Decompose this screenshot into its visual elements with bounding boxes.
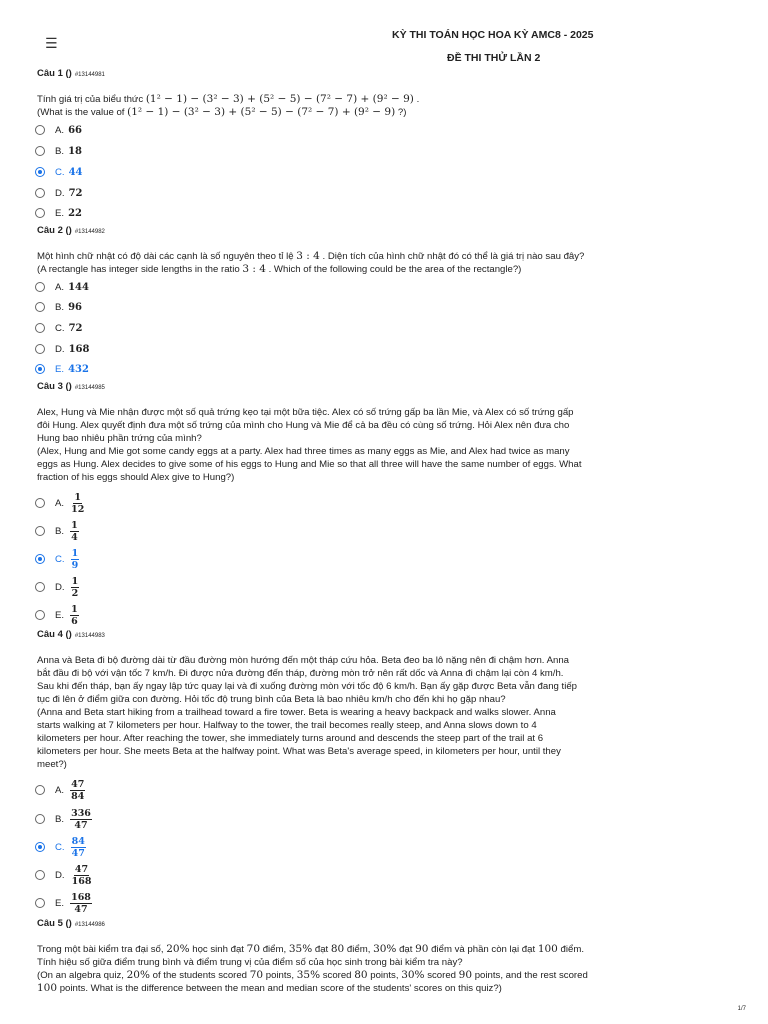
fraction: $\frac{1}{9}$ (71, 547, 79, 571)
radio-button[interactable] (35, 785, 45, 795)
answer-option[interactable]: D. $\frac{47}{168}$ (35, 862, 92, 888)
answer-option[interactable]: A. $\frac{1}{12}$ (35, 490, 85, 516)
answer-option[interactable]: B. 18 (35, 143, 82, 159)
answer-option[interactable]: B. $\frac{1}{4}$ (35, 518, 79, 544)
question-4-header: Câu 4 () #13144983 (37, 629, 105, 640)
question-5-stem: Trong một bài kiểm tra đại số, 20% học sinh đạt 70 điểm, 35% đạt 80 điểm, 30% đạt 90 điểm và phần còn lại đạt 100 điểm. Tính hiệu số giữa điểm trung bình và điểm trung vị của điểm số của học sinh trong bài kiểm tra này? (On an algebra quiz, 20% of the students scored 70 points, 35% scored 80 points, 30% scored 90 points, and the rest scored 100 points. What is the difference between the mean and median score of the students' scores on this quiz?) (37, 943, 588, 994)
question-1-header: Câu 1 () #13144981 (37, 68, 105, 79)
radio-button[interactable] (35, 526, 45, 536)
answer-option[interactable]: A. $\frac{47}{84}$ (35, 777, 85, 803)
answer-option[interactable]: C. 72 (35, 320, 83, 336)
answer-option-selected[interactable]: C. $\frac{84}{47}$ (35, 834, 86, 860)
answer-option[interactable]: E. $\frac{168}{47}$ (35, 890, 92, 916)
fraction: $\frac{1}{2}$ (71, 575, 79, 599)
radio-button[interactable] (35, 323, 45, 333)
question-4-stem: Anna và Beta đi bộ đường dài từ đầu đường mòn hướng đến một tháp cứu hỏa. Beta đeo ba lô nặng nên đi chậm hơn. Anna bắt đầu đi bộ với vận tốc 7 km/h. Đi được nửa đường đến tháp, đường mòn trở nên rất dốc và Anna đi chậm lại còn 4 km/h. Sau khi đến tháp, bạn ấy ngay lập tức quay lại và đi xuống đường mòn với tốc độ 6 km/h. Bạn ấy gặp được Beta vẫn đang tiếp tục đi lên ở điểm giữa con đường. Hỏi tốc độ trung bình của Beta là bao nhiêu km/h cho đến khi họ gặp nhau? (Anna and Beta start hiking from a trailhead toward a fire tower. Beta is wearing a heavy backpack and walks slower. Anna starts walking at 7 kilometers per hour. Halfway to the tower, the trail becomes really steep, and Anna slows down to 4 kilometers per hour. After reaching the tower, she immediately turns around and descends the steep part of the trail at 6 kilometers per hour. She meets Beta at the halfway point. What was Beta's average speed, in kilometers per hour, until they meet?) (37, 655, 578, 770)
radio-button[interactable] (35, 898, 45, 908)
question-3-header: Câu 3 () #13144985 (37, 381, 105, 392)
radio-button[interactable] (35, 610, 45, 620)
answer-option[interactable]: B. 96 (35, 299, 82, 315)
answer-option[interactable]: D. 168 (35, 341, 89, 357)
radio-button-selected[interactable] (35, 842, 45, 852)
exam-title: KỲ THI TOÁN HỌC HOA KỲ AMC8 - 2025 (392, 29, 594, 41)
answer-option[interactable]: B. $\frac{336}{47}$ (35, 806, 92, 832)
radio-button[interactable] (35, 282, 45, 292)
radio-button-selected[interactable] (35, 364, 45, 374)
hamburger-menu-icon[interactable]: ☰ (45, 35, 58, 51)
fraction: $\frac{47}{84}$ (71, 778, 85, 802)
answer-option-selected[interactable]: C. 44 (35, 164, 83, 180)
question-2-stem: Một hình chữ nhật có độ dài các cạnh là số nguyên theo tỉ lệ 3 : 4 . Diện tích của hình chữ nhật đó có thể là giá trị nào sau đây? (A rectangle has integer side lengths in the ratio 3 : 4 . Which of the following could be the area of the rectangle?) (37, 250, 585, 275)
page-number: 1/7 (737, 1006, 746, 1012)
answer-option[interactable]: D. 72 (35, 185, 83, 201)
radio-button[interactable] (35, 344, 45, 354)
fraction: $\frac{47}{168}$ (71, 863, 92, 887)
answer-option[interactable]: E. $\frac{1}{6}$ (35, 602, 79, 628)
fraction: $\frac{168}{47}$ (71, 891, 91, 915)
radio-button[interactable] (35, 302, 45, 312)
question-5-header: Câu 5 () #13144986 (37, 918, 105, 929)
answer-option[interactable]: A. 144 (35, 279, 89, 295)
radio-button[interactable] (35, 188, 45, 198)
question-3-stem: Alex, Hung và Mie nhận được một số quả trứng kẹo tại một bữa tiệc. Alex có số trứng gấp ba lần Mie, và Alex có số trứng gấp đôi Hung. Alex quyết định đưa một số trứng của mình cho Hung và Mie để cả ba đều có cùng số trứng. Hỏi Alex nên đưa cho Hung bao nhiêu phần trứng của mình? (Alex, Hung and Mie got some candy eggs at a party. Alex had three times as many eggs as Mie, and Alex had twice as many eggs as Hung. Alex decides to give some of his eggs to Hung and Mie so that all three will have the same number of eggs. What fraction of his eggs should Alex give to Hung?) (37, 407, 582, 483)
answer-option-selected[interactable]: C. $\frac{1}{9}$ (35, 546, 79, 572)
fraction: $\frac{1}{4}$ (71, 519, 78, 543)
answer-option[interactable]: D. $\frac{1}{2}$ (35, 574, 79, 600)
radio-button[interactable] (35, 208, 45, 218)
radio-button[interactable] (35, 814, 45, 824)
radio-button[interactable] (35, 125, 45, 135)
radio-button-selected[interactable] (35, 554, 45, 564)
radio-button[interactable] (35, 498, 45, 508)
radio-button[interactable] (35, 582, 45, 592)
fraction: $\frac{336}{47}$ (71, 807, 91, 831)
fraction: $\frac{84}{47}$ (71, 835, 85, 859)
fraction: $\frac{1}{6}$ (71, 603, 78, 627)
question-2-header: Câu 2 () #13144982 (37, 225, 105, 236)
radio-button[interactable] (35, 146, 45, 156)
fraction: $\frac{1}{12}$ (71, 491, 85, 515)
radio-button[interactable] (35, 870, 45, 880)
answer-option[interactable]: A. 66 (35, 122, 82, 138)
answer-option-selected[interactable]: E. 432 (35, 361, 89, 377)
question-1-stem: Tính giá trị của biểu thức (1² − 1) − (3² − 3) + (5² − 5) − (7² − 7) + (9² − 9) . (What is the value of (1² − 1) − (3² − 3) + (5² − 5) − (7² − 7) + (9² − 9) ?) (37, 93, 420, 118)
answer-option[interactable]: E. 22 (35, 205, 82, 221)
radio-button-selected[interactable] (35, 167, 45, 177)
exam-subtitle: ĐỀ THI THỬ LẦN 2 (447, 52, 541, 64)
